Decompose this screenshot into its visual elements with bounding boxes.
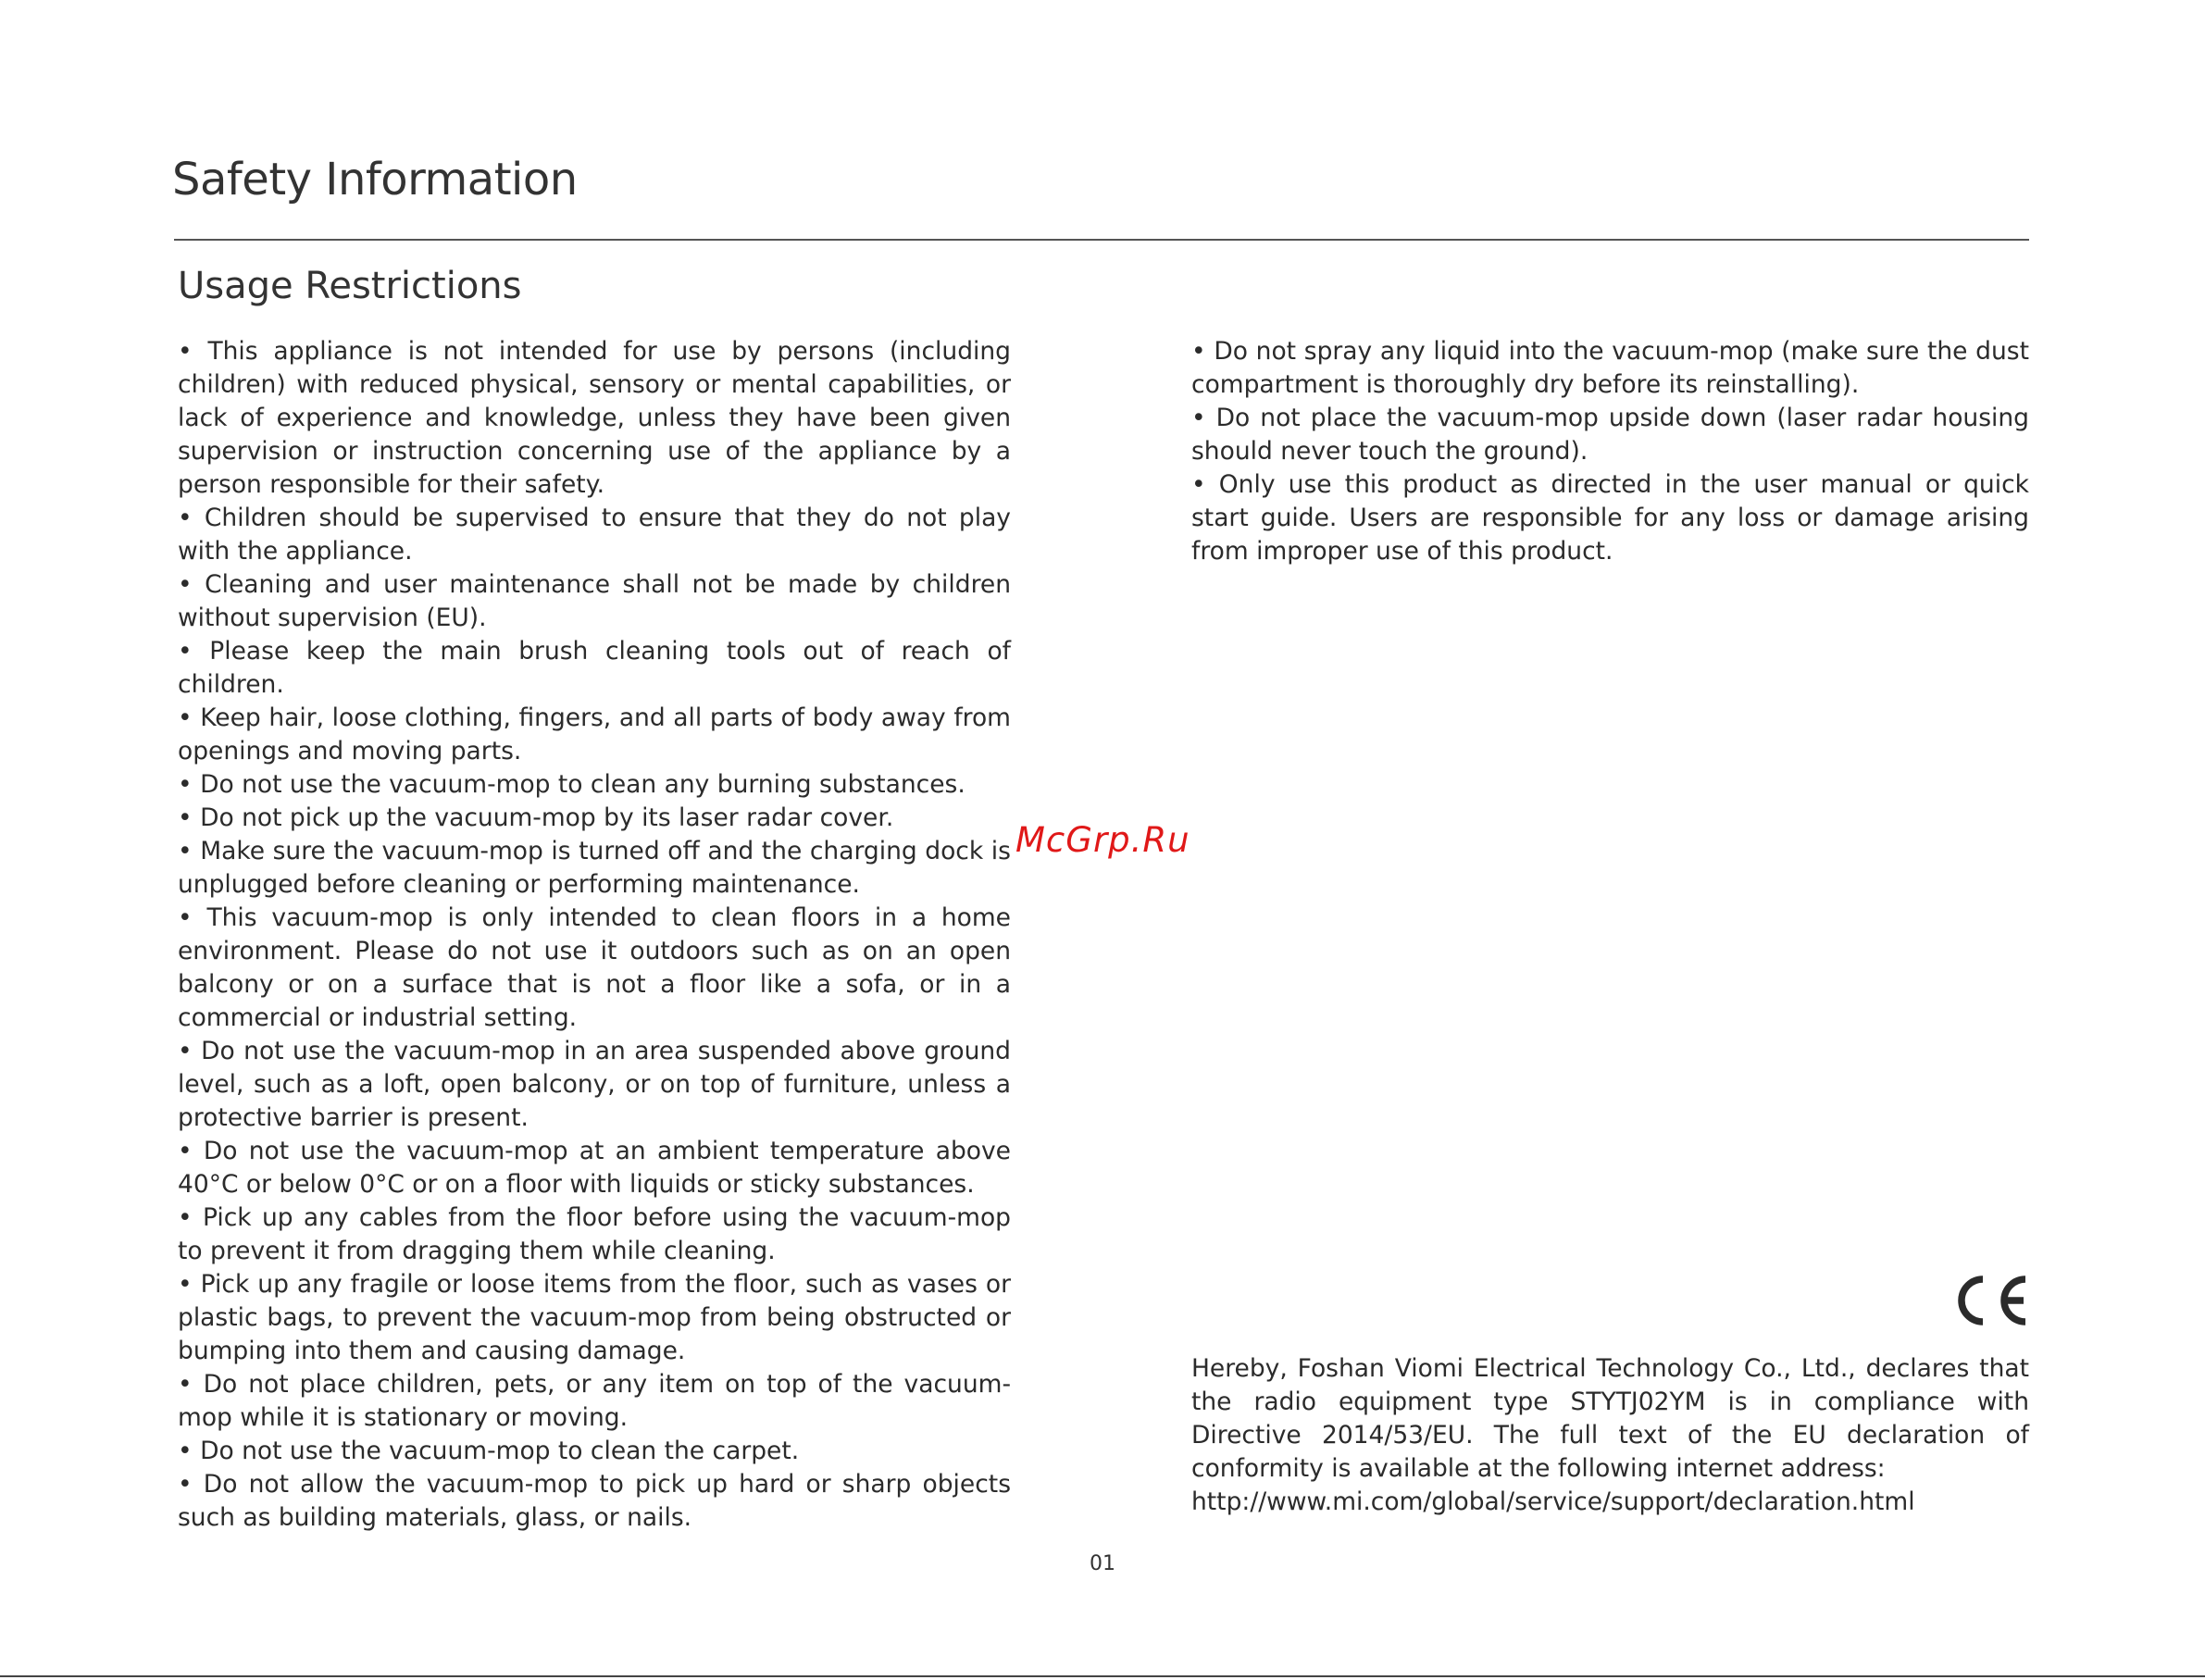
right-column <box>1191 335 2029 568</box>
list-item: • Pick up any cables from the floor before using the vacuum-mop to prevent it from dragging them while cleaning. <box>178 1201 1011 1268</box>
list-item: • This appliance is not intended for use by persons (including children) with reduced physical, sensory or mental capabilities, or lack of experience and knowledge, unless they have been given supervision or instruction concerning use of the appliance by a person responsible for their safety. <box>178 335 1011 502</box>
list-item: • Do not use the vacuum-mop to clean any burning substances. <box>178 768 1011 802</box>
page-number: 01 <box>1090 1552 1115 1575</box>
list-item: • Do not place children, pets, or any item on top of the vacuum-mop while it is stationary or moving. <box>178 1368 1011 1435</box>
list-item: • Do not place the vacuum-mop upside down (laser radar housing should never touch the ground). <box>1191 402 2029 468</box>
eu-declaration <box>1191 1352 2029 1519</box>
list-item: • Do not spray any liquid into the vacuum-mop (make sure the dust compartment is thoroughly dry before its reinstalling). <box>1191 335 2029 402</box>
declaration-url-link[interactable]: http://www.mi.com/global/service/support/declaration.html <box>1191 1487 1915 1516</box>
list-item: • Do not use the vacuum-mop to clean the carpet. <box>178 1435 1011 1468</box>
section-heading: Usage Restrictions <box>178 265 522 307</box>
list-item: • Do not use the vacuum-mop at an ambient temperature above 40°C or below 0°C or on a floor with liquids or sticky substances. <box>178 1135 1011 1201</box>
list-item: • Do not pick up the vacuum-mop by its laser radar cover. <box>178 802 1011 835</box>
list-item: • Only use this product as directed in the user manual or quick start guide. Users are responsible for any loss or damage arising from improper use of this product. <box>1191 468 2029 568</box>
list-item: • This vacuum-mop is only intended to clean floors in a home environment. Please do not use it outdoors such as on an open balcony or on a surface that is not a floor like a sofa, or in a commercial or industrial setting. <box>178 902 1011 1035</box>
list-item: • Keep hair, loose clothing, fingers, and all parts of body away from openings and moving parts. <box>178 702 1011 768</box>
list-item: • Do not use the vacuum-mop in an area suspended above ground level, such as a loft, open balcony, or on top of furniture, unless a protective barrier is present. <box>178 1035 1011 1135</box>
page-title: Safety Information <box>172 154 578 205</box>
title-divider <box>174 239 2029 241</box>
list-item: • Please keep the main brush cleaning tools out of reach of children. <box>178 635 1011 702</box>
ce-mark-icon <box>1955 1273 2031 1328</box>
declaration-text: Hereby, Foshan Viomi Electrical Technology Co., Ltd., declares that the radio equipment type STYTJ02YM is in compliance with Directive 2014/53/EU. The full text of the EU declaration of conformity is available at the following internet address: <box>1191 1354 2029 1483</box>
list-item: • Do not allow the vacuum-mop to pick up hard or sharp objects such as building materials, glass, or nails. <box>178 1468 1011 1535</box>
bottom-divider <box>0 1675 2205 1677</box>
watermark-link[interactable]: McGrp.Ru <box>1015 820 1190 860</box>
list-item: • Children should be supervised to ensure that they do not play with the appliance. <box>178 502 1011 568</box>
list-item: • Cleaning and user maintenance shall not be made by children without supervision (EU). <box>178 568 1011 635</box>
list-item: • Pick up any fragile or loose items from the floor, such as vases or plastic bags, to prevent the vacuum-mop from being obstructed or bumping into them and causing damage. <box>178 1268 1011 1368</box>
list-item: • Make sure the vacuum-mop is turned off and the charging dock is unplugged before cleaning or performing maintenance. <box>178 835 1011 902</box>
left-column <box>178 335 1011 1535</box>
